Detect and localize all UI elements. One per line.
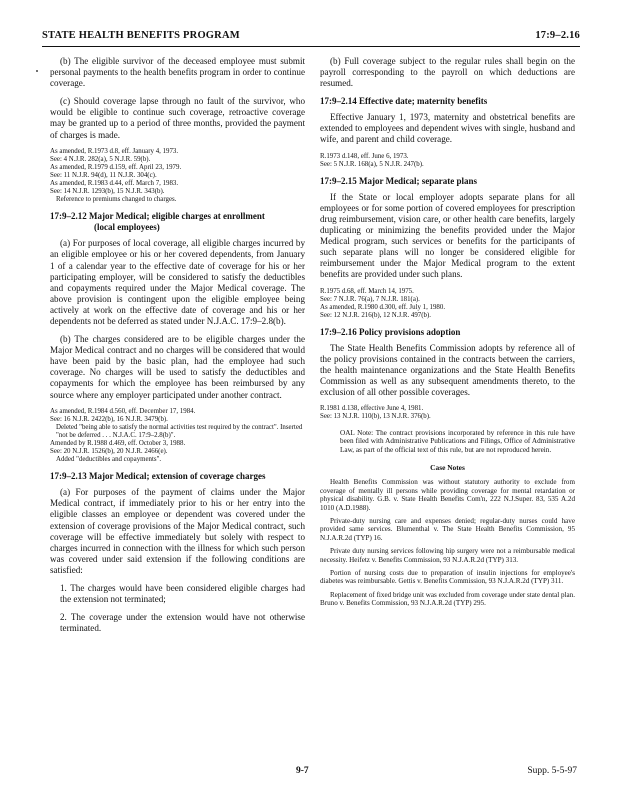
- section-heading-2-14: 17:9–2.14 Effective date; maternity benefits: [320, 96, 488, 107]
- history-line: Amended by R.1988 d.469, eff. October 3, 1988.: [50, 440, 186, 447]
- condition-item-2: 2. The coverage under the extension would have not otherwise terminated.: [60, 612, 305, 634]
- history-line: As amended, R.1980 d.300, eff. July 1, 1980.: [320, 303, 446, 311]
- section-heading-2-13: 17:9–2.13 Major Medical; extension of coverage charges: [50, 471, 266, 482]
- history-note: [50, 408, 305, 465]
- history-line: See: 13 N.J.R. 110(b), 13 N.J.R. 376(b).: [320, 413, 431, 421]
- history-line: R.1975 d.68, eff. March 14, 1975.: [320, 287, 414, 295]
- history-line: See: 7 N.J.R. 76(a), 7 N.J.R. 181(a).: [320, 295, 420, 303]
- history-annotation: Added "deductibles and copayments".: [56, 456, 162, 464]
- history-line: See: 14 N.J.R. 1293(b), 15 N.J.R. 343(b).: [50, 188, 165, 196]
- history-line: R.1981 d.138, effective June 4, 1981.: [320, 405, 424, 413]
- history-note: [320, 153, 575, 169]
- history-line: As amended, R.1983 d.44, eff. March 7, 1983.: [50, 180, 179, 188]
- history-line: As amended, R.1979 d.159, eff. April 23, 1979.: [50, 163, 182, 171]
- paragraph-c: (c) Should coverage lapse through no fault of the survivor, who would be eligible to continue such coverage, retroactive coverage may be granted up to a period of three months, provided the payment of charges is made.: [50, 96, 305, 140]
- history-line: See: 4 N.J.R. 282(a), 5 N.J.R. 59(b).: [50, 155, 151, 163]
- history-line: See: 5 N.J.R. 168(a), 5 N.J.R. 247(b).: [320, 160, 424, 168]
- history-line: See: 16 N.J.R. 2422(b), 16 N.J.R. 3479(b).: [50, 415, 168, 423]
- oal-note: OAL Note: The contract provisions incorporated by reference in this rule have been filed with Administrative Publications and Filings, Office of Administrative Law, as part of the official text of this rule, but are not reproduced herein.: [340, 428, 575, 454]
- history-line: As amended, R.1973 d.8, eff. January 4, 1973.: [50, 147, 179, 155]
- history-note: [50, 148, 305, 205]
- history-line: See: 20 N.J.R. 1526(b), 20 N.J.R. 2466(e).: [50, 448, 168, 456]
- margin-mark: [36, 70, 38, 72]
- right-column: [320, 56, 575, 613]
- case-note: Portion of nursing costs due to preparation of insulin injections for employee's diabetes was reimbursable. Gettis v. Benefits Commission, 93 N.J.A.R.2d (TYP) 311.: [320, 569, 575, 586]
- supplement-date: Supp. 5-5-97: [527, 766, 577, 776]
- page-number: 9-7: [296, 766, 309, 776]
- header-section-ref: 17:9–2.16: [535, 30, 580, 41]
- paragraph-b: (b) The eligible survivor of the deceased employee must submit personal payments to the health benefits program in order to continue coverage.: [50, 56, 305, 89]
- history-note: [320, 288, 575, 320]
- section-2-16-text: The State Health Benefits Commission adopts by reference all of the policy provisions contained in the contracts between the carriers, the health maintenance organizations and the State Health Benefits Commission as well as any subsequent amendments thereto, to the exclusion of all other possible coverages.: [320, 342, 575, 398]
- history-annotation: Reference to premiums changed to charges.: [56, 196, 177, 204]
- history-annotation: Deleted "being able to satisfy the normal activities test required by the contract". Inserted "not be deferred . . . N.J.A.C. 17:9–2.8(b)".: [56, 423, 303, 439]
- paragraph-b-full-coverage: (b) Full coverage subject to the regular rules shall begin on the payroll corresponding to the payroll on which deductions are resumed.: [320, 56, 575, 89]
- section-heading-2-12: [50, 211, 305, 233]
- section-heading-2-16: 17:9–2.16 Policy provisions adoption: [320, 326, 461, 337]
- case-notes-heading: Case Notes: [430, 463, 465, 473]
- case-note: Private duty nursing services following hip surgery were not a reimbursable medical necessity. Heifetz v. Benefits Commission, 93 N.J.A.R.2d (TYP) 313.: [320, 547, 575, 564]
- history-line: See: 12 N.J.R. 216(b), 12 N.J.R. 497(b).: [320, 311, 432, 319]
- header-title: STATE HEALTH BENEFITS PROGRAM: [42, 30, 240, 41]
- condition-item-1: 1. The charges would have been considered eligible charges had the extension not terminated;: [60, 583, 305, 605]
- left-column: [50, 56, 305, 641]
- case-note: Replacement of fixed bridge unit was excluded from coverage under state dental plan. Bruno v. Benefits Commission, 93 N.J.A.R.2d (TYP) 295.: [320, 590, 575, 608]
- running-header: [42, 30, 580, 47]
- section-heading-2-15: 17:9–2.15 Major Medical; separate plans: [320, 175, 478, 186]
- case-note: Health Benefits Commission was without statutory authority to exclude from coverage of mentally ill persons while providing coverage for mental retardation or physical disability. G.B. v. State Health Benefits Com'n, 222 N.J.Super. 83, 535 A.2d 1010 (A.D.1988).: [320, 478, 575, 512]
- history-note: [320, 405, 575, 421]
- section-2-12-a: (a) For purposes of local coverage, all eligible charges incurred by an eligible employee or his or her covered dependents, from January 1 of a calendar year to the effective date of coverage for his or her participating employer, will be considered to satisfy the deductibles and copayments required under the Major Medical coverage. The above provision is contingent upon the eligible employee being actively at work on the effective date of coverage and his or her dependents not be deferred as stated under N.J.A.C. 17:9–2.8(b).: [50, 238, 305, 326]
- section-2-14-text: Effective January 1, 1973, maternity and obstetrical benefits are extended to employees and dependent wives with single, husband and wife, and parent and child coverage.: [320, 112, 575, 145]
- history-line: As amended, R.1984 d.560, eff. December 17, 1984.: [50, 407, 196, 415]
- section-2-13-a: (a) For purposes of the payment of claims under the Major Medical contract, if immediately prior to his or her entry into the eligible classes an employee or dependent was covered under the extension of coverage provisions of the Major Medical contract, such coverage will be effective immediately but solely with respect to charges incurred in connection with the illness for which such person was covered under said extension if the following conditions are satisfied:: [50, 487, 305, 575]
- section-title: 17:9–2.12 Major Medical; eligible charges at enrollment: [50, 211, 265, 222]
- history-line: See: 11 N.J.R. 94(d), 11 N.J.R. 304(c).: [50, 171, 157, 179]
- section-2-15-text: If the State or local employer adopts separate plans for all employees or for some portion of covered employees for prescription drug reimbursement, vision care, or other health care benefits, largely duplicating or minimizing the benefits provided under the Major Medical program, such services or benefits for the participants of such separate plans will no longer be considered eligible for reimbursement under the Major Medical program to the extent benefits are provided under such plans.: [320, 191, 575, 280]
- case-note: Private-duty nursing care and expenses denied; regular-duty nurses could have provided same services. Blumenthal v. The State Health Benefits Commission, 95 N.J.A.R.2d (TYP) 16.: [320, 517, 575, 542]
- section-2-12-b: (b) The charges considered are to be eligible charges under the Major Medical contract and no charges will be considered that would have been paid by the basic plan, had the employee had such coverage. No charges will be used to satisfy the deductibles and copayments for which the employee has been reimbursed by any source where any employer participated under another contract.: [50, 334, 305, 400]
- section-subtitle: (local employees): [94, 222, 160, 233]
- history-line: R.1973 d.148, eff. June 6, 1973.: [320, 152, 409, 160]
